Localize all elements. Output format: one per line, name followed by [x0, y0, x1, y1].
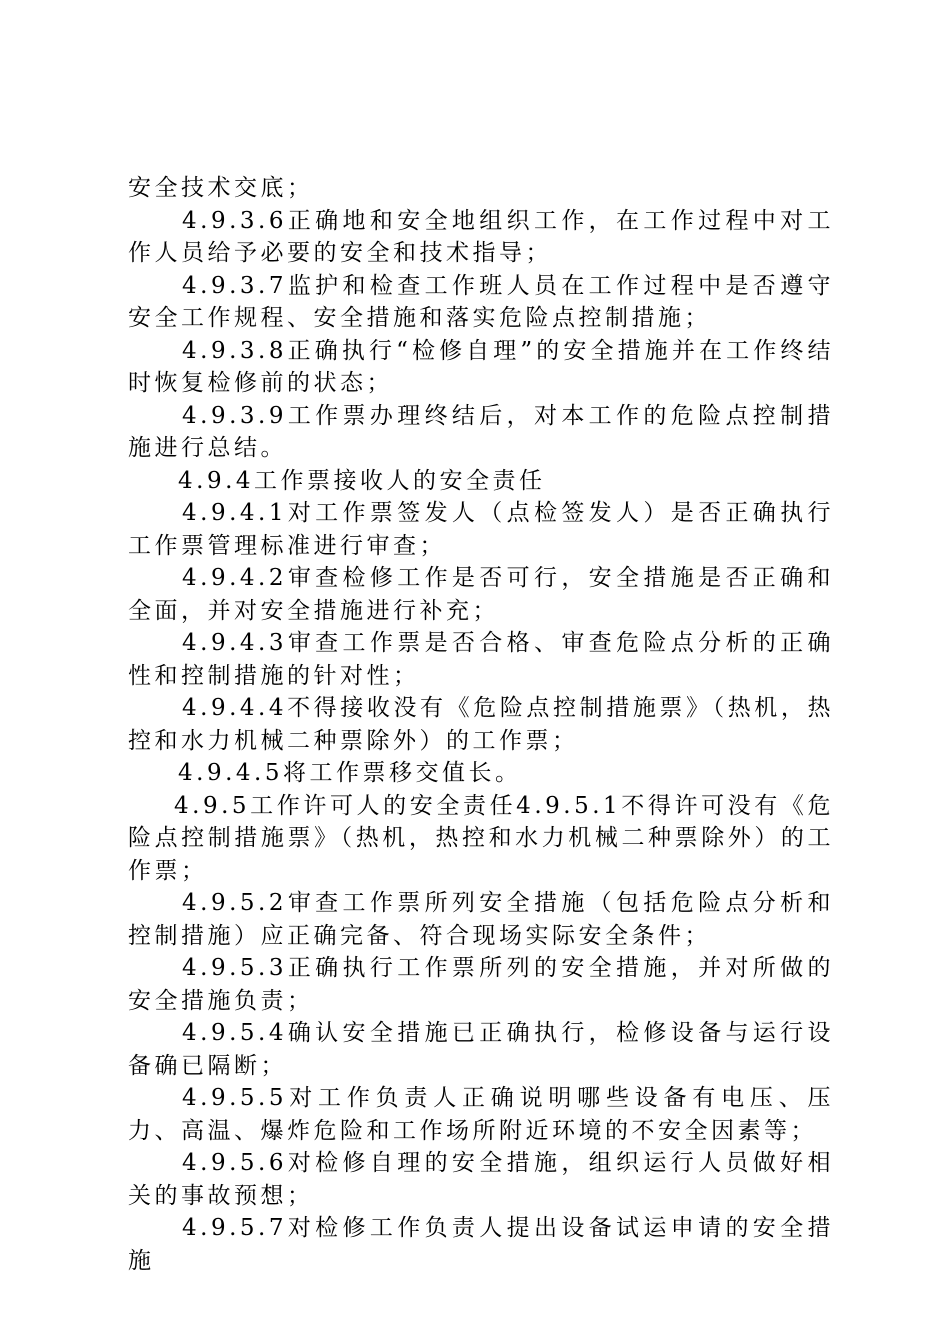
paragraph-4-9-5-7: 4.9.5.7对检修工作负责人提出设备试运申请的安全措施	[128, 1215, 834, 1274]
paragraph-4-9-4-4: 4.9.4.4不得接收没有《危险点控制措施票》（热机，热控和水力机械二种票除外）的工作票；	[128, 695, 834, 754]
document-body	[128, 172, 834, 1277]
section-heading-4-9-5: 4.9.5工作许可人的安全责任4.9.5.1不得许可没有《危险点控制措施票》（热机，热控和水力机械二种票除外）的工作票；	[128, 792, 834, 884]
paragraph-4-9-5-6: 4.9.5.6对检修自理的安全措施，组织运行人员做好相关的事故预想；	[128, 1150, 834, 1209]
paragraph-4-9-5-3: 4.9.5.3正确执行工作票所列的安全措施，并对所做的安全措施负责；	[128, 955, 834, 1014]
paragraph-4-9-3-6: 4.9.3.6正确地和安全地组织工作，在工作过程中对工作人员给予必要的安全和技术指导；	[128, 207, 834, 266]
paragraph-continuation: 安全技术交底；	[128, 175, 314, 201]
section-heading-4-9-4: 4.9.4工作票接收人的安全责任	[178, 467, 546, 494]
paragraph-4-9-4-1: 4.9.4.1对工作票签发人（点检签发人）是否正确执行工作票管理标准进行审查；	[128, 500, 834, 559]
paragraph-4-9-4-2: 4.9.4.2审查检修工作是否可行，安全措施是否正确和全面，并对安全措施进行补充；	[128, 565, 834, 624]
paragraph-4-9-4-3: 4.9.4.3审查工作票是否合格、审查危险点分析的正确性和控制措施的针对性；	[128, 630, 834, 689]
paragraph-4-9-5-4: 4.9.5.4确认安全措施已正确执行，检修设备与运行设备确已隔断；	[128, 1020, 834, 1079]
paragraph-4-9-4-5: 4.9.4.5将工作票移交值长。	[178, 760, 522, 786]
paragraph-4-9-3-7: 4.9.3.7监护和检查工作班人员在工作过程中是否遵守安全工作规程、安全措施和落实危险点控制措施；	[128, 272, 834, 331]
paragraph-4-9-3-9: 4.9.3.9工作票办理终结后，对本工作的危险点控制措施进行总结。	[128, 402, 834, 461]
paragraph-4-9-5-2: 4.9.5.2审查工作票所列安全措施（包括危险点分析和控制措施）应正确完备、符合现场实际安全条件；	[128, 890, 834, 949]
paragraph-4-9-5-5: 4.9.5.5对工作负责人正确说明哪些设备有电压、压力、高温、爆炸危险和工作场所附近环境的不安全因素等；	[128, 1085, 834, 1144]
paragraph-4-9-3-8: 4.9.3.8正确执行“检修自理”的安全措施并在工作终结时恢复检修前的状态；	[128, 337, 834, 396]
